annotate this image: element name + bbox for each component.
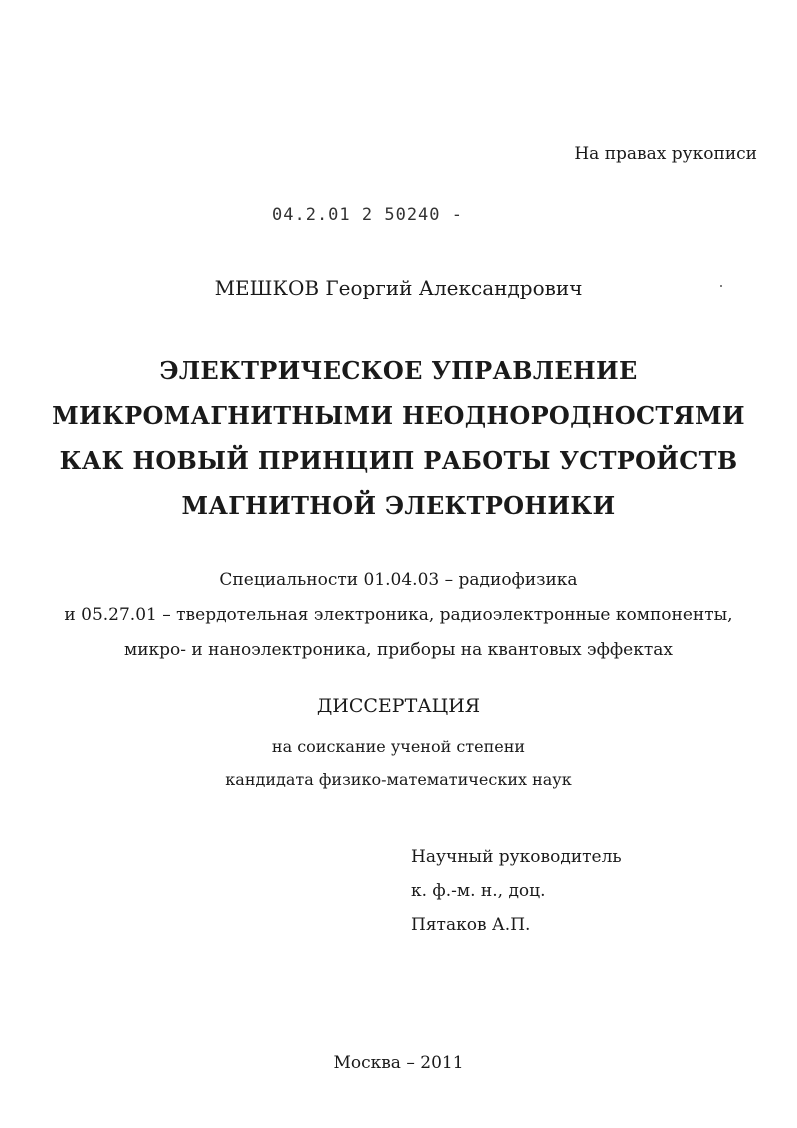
degree-block xyxy=(0,730,797,796)
rights-note: На правах рукописи xyxy=(574,144,757,164)
advisor-block xyxy=(411,840,622,942)
title-line: МАГНИТНОЙ ЭЛЕКТРОНИКИ xyxy=(181,491,616,520)
specialty-line: микро- и наноэлектроника, приборы на квантовых эффектах xyxy=(123,640,673,660)
dissertation-title xyxy=(0,348,797,528)
title-line: КАК НОВЫЙ ПРИНЦИП РАБОТЫ УСТРОЙСТВ xyxy=(59,446,738,475)
dissertation-label: ДИССЕРТАЦИЯ xyxy=(316,695,481,717)
degree-line: кандидата физико-математических наук xyxy=(225,770,572,789)
author-name: МЕШКОВ Георгий Александрович xyxy=(214,276,583,300)
specialties-block xyxy=(0,563,797,668)
speck-mark xyxy=(720,285,722,287)
title-line: МИКРОМАГНИТНЫМИ НЕОДНОРОДНОСТЯМИ xyxy=(52,401,745,430)
specialty-line: Специальности 01.04.03 – радиофизика xyxy=(219,570,578,590)
advisor-credentials: к. ф.-м. н., доц. xyxy=(411,881,546,901)
title-line: ЭЛЕКТРИЧЕСКОЕ УПРАВЛЕНИЕ xyxy=(159,356,638,385)
catalog-stamp: 04.2.01 2 50240 - xyxy=(272,205,463,225)
advisor-role: Научный руководитель xyxy=(411,847,622,867)
city-year: Москва – 2011 xyxy=(333,1053,464,1073)
advisor-name: Пятаков А.П. xyxy=(411,915,531,935)
degree-line: на соискание ученой степени xyxy=(271,737,526,756)
specialty-line: и 05.27.01 – твердотельная электроника, радиоэлектронные компоненты, xyxy=(64,605,733,625)
